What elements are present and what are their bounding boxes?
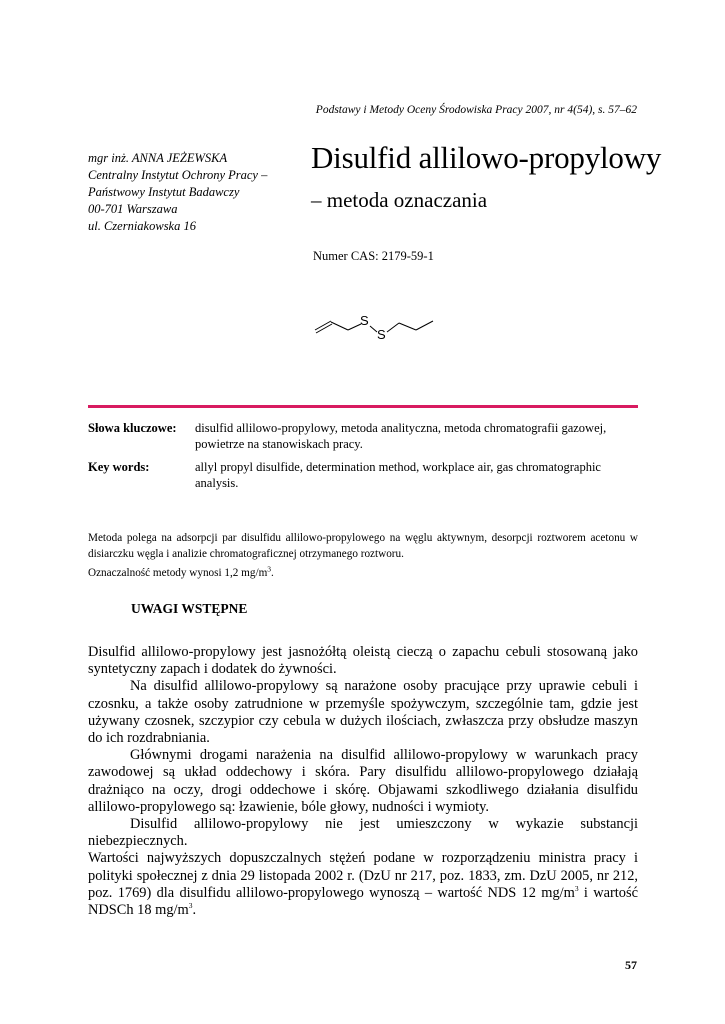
abstract-detection-limit xyxy=(88,565,638,581)
sulfur-atom-label: S xyxy=(360,313,369,328)
author-affiliation-line: Państwowy Instytut Badawczy xyxy=(88,185,240,199)
cas-number: Numer CAS: 2179-59-1 xyxy=(313,249,434,263)
body-paragraph xyxy=(88,850,638,919)
body-paragraph: Disulfid allilowo-propylowy jest jasnożółtą oleistą cieczą o zapachu cebuli stosowaną jako syntetyczny zapach i dodatek do żywności. xyxy=(88,644,638,678)
bond xyxy=(370,326,377,332)
author-address-line: ul. Czerniakowska 16 xyxy=(88,219,196,233)
author-block xyxy=(88,150,267,235)
keywords-label: Słowa kluczowe: xyxy=(88,421,177,435)
sulfur-atom-label: S xyxy=(377,327,386,342)
author-name: mgr inż. ANNA JEŻEWSKA xyxy=(88,151,228,165)
body-paragraph: Disulfid allilowo-propylowy nie jest umieszczony w wykazie substancji niebezpiecznych. xyxy=(88,816,638,850)
section-heading: UWAGI WSTĘPNE xyxy=(131,601,248,616)
body-text: Wartości najwyższych dopuszczalnych stężeń podane w rozporządzeniu ministra pracy i polityki społecznej z dnia 29 listopada 2002 r. (DzU nr 217, poz. 1833, zm. DzU 2005, nr 212, poz. 1769) dla disulfidu allilowo-propylowego wynoszą – wartość NDS 12 mg/m xyxy=(88,850,638,901)
article-subtitle: – metoda oznaczania xyxy=(311,188,488,212)
section-body xyxy=(88,644,638,919)
superscript: 3 xyxy=(188,901,193,911)
bond xyxy=(416,321,433,330)
keywords-english xyxy=(88,459,638,491)
bond xyxy=(331,322,348,330)
body-text: . xyxy=(192,902,197,919)
abstract-text: . xyxy=(271,567,274,579)
body-text: i wartość NDSCh 18 mg/m xyxy=(88,884,638,919)
superscript: 3 xyxy=(574,884,579,894)
section-divider xyxy=(88,405,638,408)
keywords-text: allyl propyl disulfide, determination method, workplace air, gas chromatographic analysis. xyxy=(195,460,601,490)
page-number: 57 xyxy=(625,958,637,972)
journal-reference: Podstawy i Metody Oceny Środowiska Pracy 2007, nr 4(54), s. 57–62 xyxy=(315,104,637,116)
keywords-text: disulfid allilowo-propylowy, metoda analityczna, metoda chromatografii gazowej, powietrze na stanowiskach pracy. xyxy=(195,421,607,451)
article-title: Disulfid allilowo-propylowy xyxy=(311,140,662,175)
bond xyxy=(387,323,399,332)
author-affiliation-line: Centralny Instytut Ochrony Pracy – xyxy=(88,168,268,182)
body-paragraph: Na disulfid allilowo-propylowy są narażone osoby pracujące przy uprawie cebuli i czosnku, a także osoby zatrudnione w przemyśle spożywczym, szczególnie tam, gdzie jest używany czosnek, szczypior czy cebula w dużych ilościach, zwłaszcza przy obsłudze maszyn do ich rozdrabniania. xyxy=(88,678,638,747)
chemical-structure xyxy=(312,306,442,346)
abstract-paragraph: Metoda polega na adsorpcji par disulfidu allilowo-propylowego na węglu aktywnym, desorpcji roztworem acetonu w disiarczku węgla i analizie chromatograficznej otrzymanego roztworu. xyxy=(88,532,638,560)
abstract-text: Oznaczalność metody wynosi 1,2 mg/m xyxy=(88,567,268,579)
body-paragraph: Głównymi drogami narażenia na disulfid allilowo-propylowy w warunkach pracy zawodowej są układ oddechowy i skóra. Pary disulfidu allilowo-propylowego działają drażniąco na oczy, drogi oddechowe i skórę. Objawami szkodliwego działania disulfidu allilowo-propylowego są: łzawienie, bóle głowy, nudności i wymioty. xyxy=(88,747,638,815)
superscript: 3 xyxy=(267,564,272,574)
bond xyxy=(399,323,416,330)
author-address-line: 00-701 Warszawa xyxy=(88,202,178,216)
keywords-label: Key words: xyxy=(88,460,150,474)
keywords-polish xyxy=(88,420,638,452)
